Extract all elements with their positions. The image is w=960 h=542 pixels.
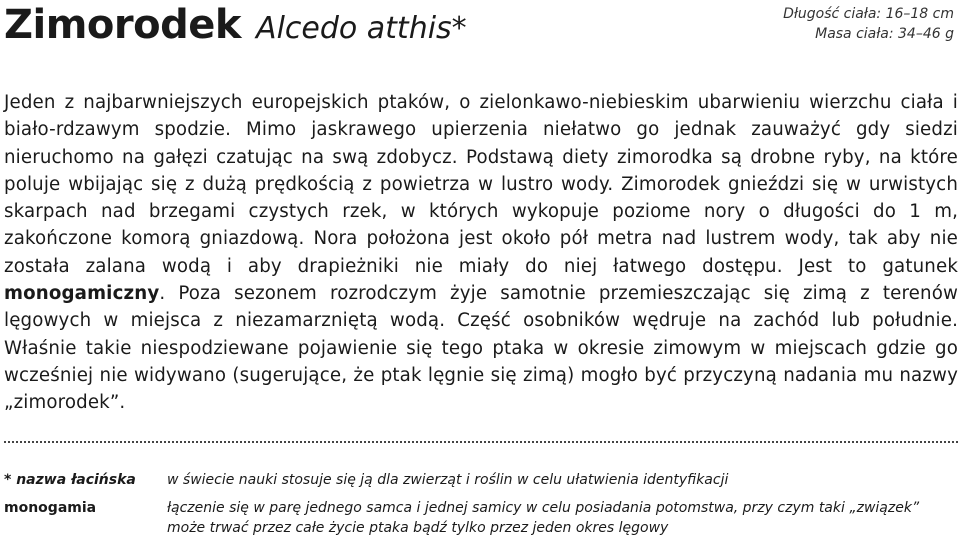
- glossary-definition: w świecie nauki stosuje się ją dla zwierząt i roślin w celu ułatwienia identyfikacji: [167, 472, 729, 488]
- description-bold-term: monogamiczny: [4, 283, 160, 305]
- dotted-divider: [4, 441, 958, 443]
- description-text-part-1: Jeden z najbarwniejszych europejskich ptaków, o zielonkawo-niebieskim ubarwieniu wierzchu ciała i biało-rdzawym spodzie. Mimo jaskrawego upierzenia niełatwo go jednak zauważyć gdy siedzi nieruchomo na gałęzi czatując na swą zdobycz. Podstawą diety zimorodka są drobne ryby, na które poluje wbijając się z dużą prędkością z powietrza w lustro wody. Zimorodek gnieździ się w urwistych skarpach nad brzegami czystych rzek, w których wykopuje poziome nory o długości do 1 m, zakończone komorą gniazdową. Nora położona jest około pół metra nad lustrem wody, tak aby nie została zalana wodą i aby drapieżniki nie miały do niej łatwego dostępu. Jest to gatunek: [4, 92, 958, 277]
- body-length: Długość ciała: 16–18 cm: [783, 6, 954, 22]
- glossary-term: monogamia: [4, 500, 97, 516]
- species-description: [4, 89, 958, 417]
- species-latin-name: Alcedo atthis*: [256, 11, 467, 46]
- title-block: [4, 2, 467, 48]
- description-text-part-2: . Poza sezonem rozrodczym żyje samotnie przemieszczając się zimą z terenów lęgowych w miejsca z niezamarzniętą wodą. Część osobników wędruje na zachód lub południe. Właśnie takie niespodziewane pojawienie się tego ptaka w okresie zimowym w miejscach gdzie go wcześniej nie widywano (sugerujące, że ptak lęgnie się zimą) mogło być przyczyną nadania mu nazwy „zimorodek”.: [4, 283, 958, 414]
- body-measurements: [783, 4, 954, 44]
- body-mass: Masa ciała: 34–46 g: [815, 26, 954, 42]
- glossary-term: * nazwa łacińska: [4, 472, 136, 488]
- glossary-definition: łączenie się w parę jednego samca i jednej samicy w celu posiadania potomstwa, przy czym taki „związek” może trwać przez całe życie ptaka bądź tylko przez jeden okres lęgowy: [167, 500, 920, 536]
- species-common-name: Zimorodek: [4, 2, 241, 48]
